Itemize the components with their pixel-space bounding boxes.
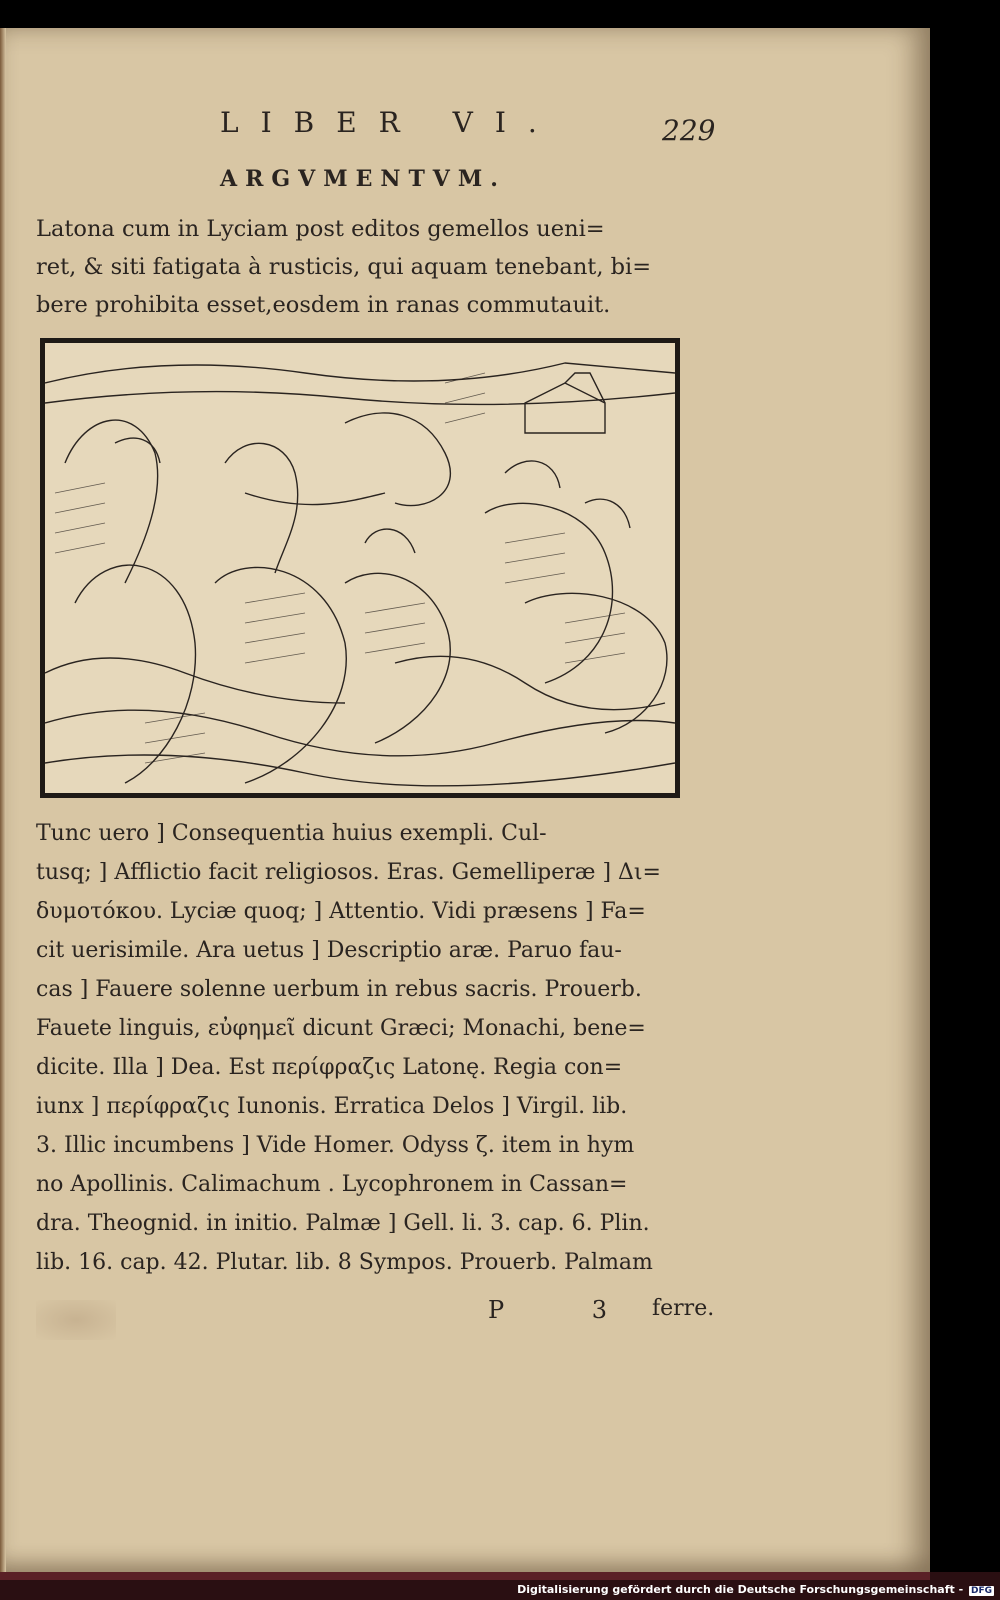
page-number: 229 <box>662 114 716 147</box>
commentary-line: cas ] Fauere solenne uerbum in rebus sacris. Prouerb. <box>36 977 642 1002</box>
commentary-line: δυμοτόκου. Lyciæ quoq; ] Attentio. Vidi præsens ] Fa= <box>36 899 646 924</box>
catchword: ferre. <box>652 1296 715 1321</box>
running-head: LIBER VI. <box>220 106 559 139</box>
commentary-line: cit uerisimile. Ara uetus ] Descriptio aræ. Paruo fau- <box>36 938 622 963</box>
argument-title: ARGVMENTVM. <box>220 166 506 192</box>
digitization-credit <box>517 1583 994 1596</box>
commentary-line: no Apollinis. Calimachum . Lycophronem in Cassan= <box>36 1172 628 1197</box>
argument-line: Latona cum in Lyciam post editos gemellos ueni= <box>36 216 605 242</box>
commentary-line: 3. Illic incumbens ] Vide Homer. Odyss ζ. item in hym <box>36 1133 635 1158</box>
show-through-stain <box>36 1300 116 1340</box>
argument-line: ret, & siti fatigata à rusticis, qui aquam tenebant, bi= <box>36 254 652 280</box>
commentary-line: iunx ] περίφραζις Iunonis. Erratica Delos ] Virgil. lib. <box>36 1094 628 1119</box>
commentary-line: Fauete linguis, εὐφημεῖ dicunt Græci; Monachi, bene= <box>36 1016 646 1041</box>
commentary-line: lib. 16. cap. 42. Plutar. lib. 8 Sympos. Prouerb. Palmam <box>36 1250 653 1275</box>
credit-text: Digitalisierung gefördert durch die Deutsche Forschungsgemeinschaft - <box>517 1583 964 1596</box>
signature-mark: P 3 <box>488 1296 648 1324</box>
commentary-line: dra. Theognid. in initio. Palmæ ] Gell. li. 3. cap. 6. Plin. <box>36 1211 650 1236</box>
commentary-line: dicite. Illa ] Dea. Est περίφραζις Latonę. Regia con= <box>36 1055 623 1080</box>
binding-edge <box>0 1572 930 1580</box>
argument-text <box>36 210 716 324</box>
commentary-line: Tunc uero ] Consequentia huius exempli. Cul- <box>36 821 547 846</box>
page-gutter-shadow <box>0 28 6 1572</box>
dfg-logo: DFG <box>970 1586 992 1596</box>
commentary-line: tusq; ] Afflictio facit religiosos. Eras. Gemelliperæ ] Δι= <box>36 860 661 885</box>
commentary-text <box>36 814 726 1282</box>
argument-line: bere prohibita esset,eosdem in ranas commutauit. <box>36 292 611 318</box>
woodcut-illustration <box>40 338 680 798</box>
